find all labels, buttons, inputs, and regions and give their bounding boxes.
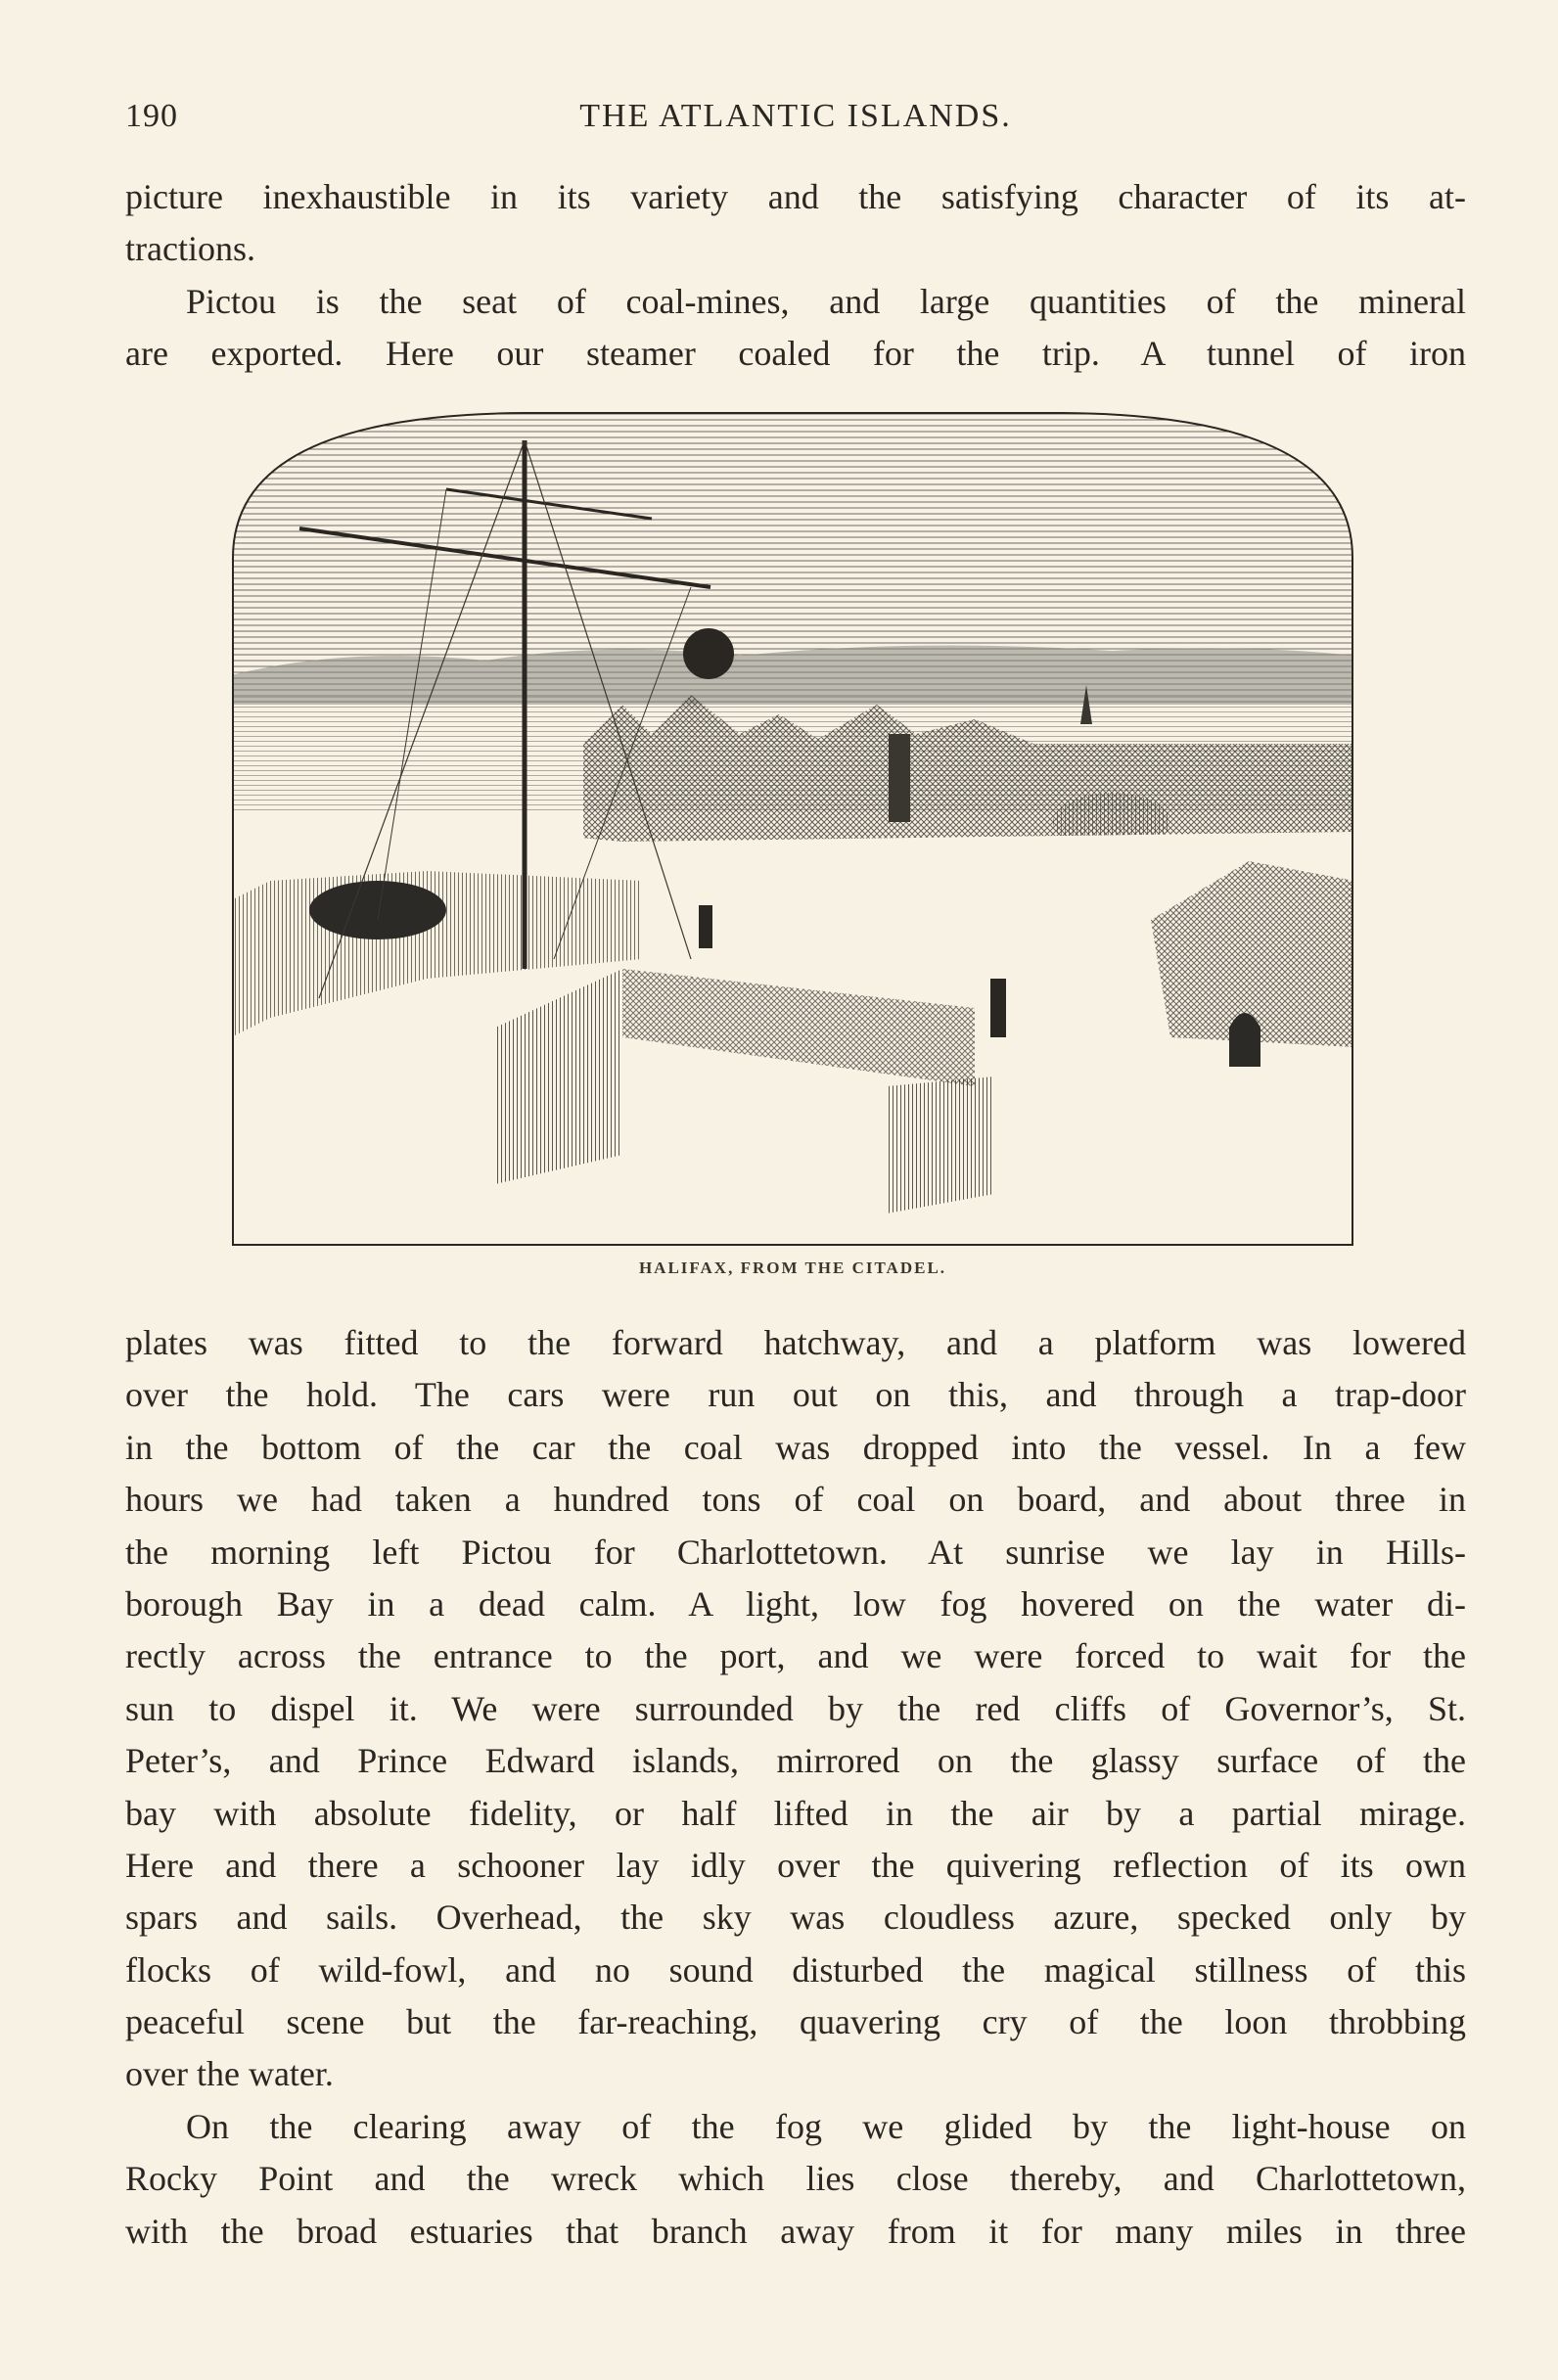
text-line: plates was fitted to the forward hatchway, and a platform was lowered (125, 1323, 1466, 1362)
embrasure-shadow (887, 1076, 994, 1213)
running-header (125, 98, 1466, 137)
text-line: over the hold. The cars were run out on this, and through a trap-door (125, 1375, 1466, 1415)
cannon (309, 881, 446, 939)
text-line: over the water. (125, 2054, 334, 2094)
guardhouse-door (1229, 1013, 1260, 1067)
text-line: bay with absolute fidelity, or half lifted in the air by a partial mirage. (125, 1793, 1466, 1833)
text-line: Pictou is the seat of coal-mines, and large quantities of the mineral (186, 281, 1466, 321)
signal-ball (683, 628, 734, 679)
text-block-bottom (125, 1317, 1466, 2258)
text-line: tractions. (125, 229, 255, 269)
text-line: flocks of wild-fowl, and no sound disturbed the magical stillness of this (125, 1949, 1466, 1990)
text-line: borough Bay in a dead calm. A light, low fog hovered on the water di- (125, 1583, 1466, 1624)
text-block-top (125, 171, 1466, 381)
engraving-halifax-from-citadel (231, 411, 1354, 1247)
text-line: sun to dispel it. We were surrounded by the red cliffs of Governor’s, St. (125, 1688, 1466, 1728)
sentry-figure (699, 905, 712, 948)
text-line: hours we had taken a hundred tons of coal on board, and about three in (125, 1480, 1466, 1520)
text-line: in the bottom of the car the coal was dropped into the vessel. In a few (125, 1427, 1466, 1467)
text-line: Peter’s, and Prince Edward islands, mirrored on the glassy surface of the (125, 1741, 1466, 1781)
running-title: THE ATLANTIC ISLANDS. (579, 98, 1012, 134)
text-line: are exported. Here our steamer coaled for the trip. A tunnel of iron (125, 334, 1466, 374)
text-line: rectly across the entrance to the port, and we were forced to wait for the (125, 1636, 1466, 1676)
soldier-figure (990, 979, 1006, 1037)
church-tower (889, 734, 910, 822)
text-line: Here and there a schooner lay idly over the quivering reflection of its own (125, 1845, 1466, 1885)
text-line: the morning left Pictou for Charlottetown. At sunrise we lay in Hills- (125, 1532, 1466, 1572)
text-line: picture inexhaustible in its variety and the satisfying character of its at- (125, 177, 1466, 216)
text-line: spars and sails. Overhead, the sky was cloudless azure, specked only by (125, 1898, 1466, 1938)
text-line: with the broad estuaries that branch away from it for many miles in three (125, 2211, 1466, 2251)
text-line: Rocky Point and the wreck which lies close thereby, and Charlottetown, (125, 2159, 1466, 2199)
page-number: 190 (125, 98, 178, 134)
figure-caption: HALIFAX, FROM THE CITADEL. (638, 1259, 947, 1277)
text-line: On the clearing away of the fog we glided by the light-house on (186, 2106, 1466, 2146)
text-line: peaceful scene but the far-reaching, quavering cry of the loon throbbing (125, 2002, 1466, 2042)
